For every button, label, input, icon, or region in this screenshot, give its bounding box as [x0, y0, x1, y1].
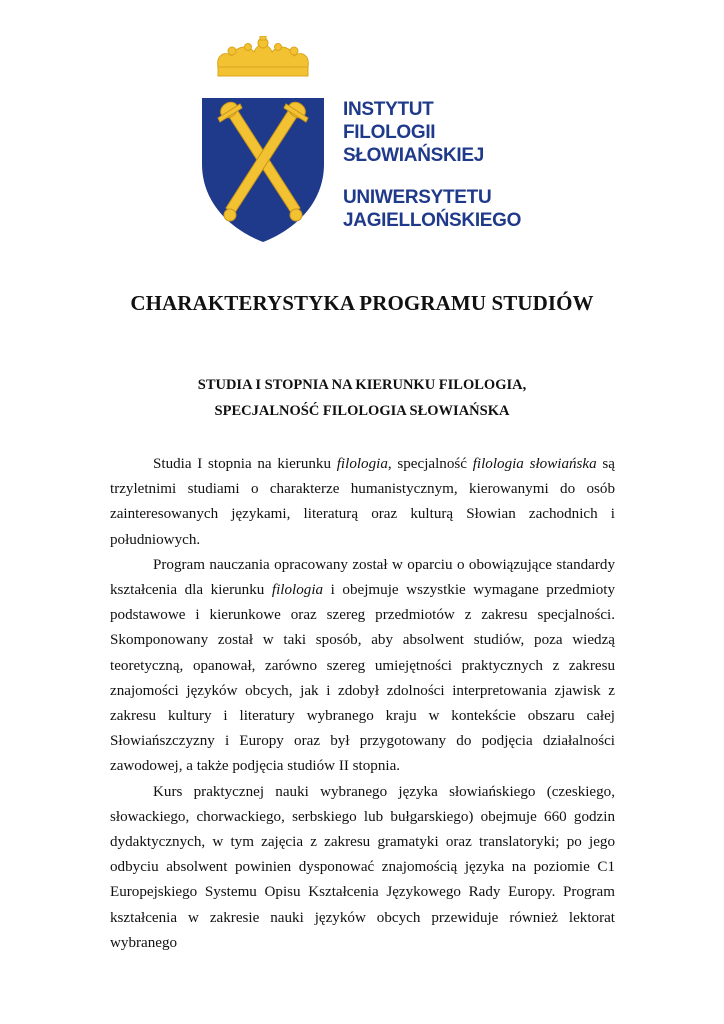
logo-line-jagiellonian: JAGIELLOŃSKIEGO [343, 210, 522, 231]
logo-line-institute: INSTYTUT [343, 99, 434, 120]
logo-line-slavic: SŁOWIAŃSKIEJ [343, 145, 485, 166]
paragraph-2 [110, 553, 615, 780]
paragraph-2-italic-a: filologia [271, 582, 324, 599]
page-title: CHARAKTERYSTYKA PROGRAMU STUDIÓW [130, 291, 594, 315]
institute-logo-text [343, 98, 521, 232]
paragraph-1-italic-b: filologia słowiańska [472, 456, 597, 472]
institute-logo [196, 36, 536, 246]
paragraph-1-text-b: , specjalność [387, 456, 473, 472]
crown-icon [218, 36, 309, 76]
paragraph-1 [110, 452, 615, 553]
logo-line-philology: FILOLOGII [343, 122, 436, 143]
subtitle-line-1: STUDIA I STOPNIA NA KIERUNKU FILOLOGIA, [197, 377, 527, 393]
paragraph-2-text-a: Program nauczania opracowany został w oparciu o obowiązujące standardy kształcenia dla kierunku [110, 556, 615, 599]
university-crest-icon [196, 36, 330, 244]
paragraph-3-text-a: Kurs praktycznej nauki wybranego języka słowiańskiego (czeskiego, słowackiego, chorwackiego, serbskiego lub bułgarskiego) obejmuje 660 godzin dydaktycznych, w tym zajęcia z zakresu gramatyki oraz translatoryki; po jego odbyciu absolwent powinien dysponować znajomością języka na poziomie C1 Europejskiego Systemu Opisu Kształcenia Językowego Rady Europy. Program kształcenia w zakresie nauki języków obcych przewiduje również lektorat wybranego [110, 783, 615, 951]
paragraph-1-text-a: Studia I stopnia na kierunku [153, 456, 337, 472]
paragraph-2-text-b: i obejmuje wszystkie wymagane przedmioty podstawowe i kierunkowe oraz szereg przedmiotów z zakresu specjalności. Skomponowany został w taki sposób, aby absolwent studiów, poza wiedzą teoretyczną, opanował, zarówno szereg umiejętności praktycznych z zakresu znajomości języków obcych, jak i zdobył zdolności interpretowania zjawisk z zakresu kultury i literatury wybranego kraju w kontekście obszaru całej Słowiańszczyzny i Europy oraz był przygotowany do podjęcia działalności zawodowej, a także podjęcia studiów II stopnia. [110, 582, 615, 775]
paragraph-3 [110, 780, 615, 956]
paragraph-1-text-c: są trzyletnimi studiami o charakterze humanistycznym, kierowanymi do osób zainteresowanych językami, literaturą oraz kulturą Słowian zachodnich i południowych. [110, 456, 615, 548]
subtitle-line-2: SPECJALNOŚĆ FILOLOGIA SŁOWIAŃSKA [214, 403, 510, 419]
logo-line-university: UNIWERSYTETU [343, 187, 492, 208]
document-body [110, 452, 615, 956]
paragraph-1-italic-a: filologia [336, 456, 388, 472]
